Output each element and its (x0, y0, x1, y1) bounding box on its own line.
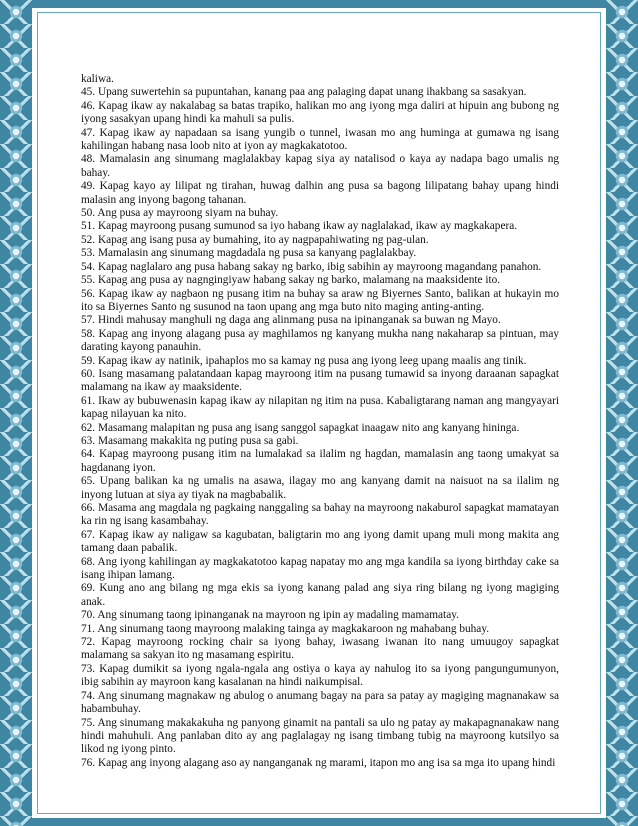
superstition-item-48: 48. Mamalasin ang sinumang maglalakbay kapag siya ay natalisod o kaya ay nadapa bago umalis ng bahay. (81, 153, 559, 179)
superstition-item-74: 74. Ang sinumang magnakaw ng abulog o anumang bagay na para sa patay ay magiging magnanakaw sa habambuhay. (81, 689, 559, 716)
superstition-item-60: 60. Isang masamang palatandaan kapag mayroong itim na pusang tumawid sa inyong daraanan sapagkat malamang na ikaw ay maaksidente. (81, 367, 559, 394)
superstition-item-47: 47. Kapag ikaw ay napadaan sa isang yungib o tunnel, iwasan mo ang huminga at gumawa ng isang kahilingan habang nasa loob nito at iyon ay magkakatotoo. (81, 126, 559, 153)
superstition-item-71: 71. Ang sinumang taong mayroong malaking tainga ay magkakaroon ng mahabang buhay. (81, 622, 490, 635)
superstition-item-50: 50. Ang pusa ay mayroong siyam na buhay. (81, 207, 279, 220)
superstition-item-55: 55. Kapag ang pusa ay nagngingiyaw habang sakay ng barko, malamang na maaksidente ito. (81, 274, 501, 287)
superstition-item-59: 59. Kapag ikaw ay natinik, ipahaplos mo sa kamay ng pusa ang iyong leeg upang maalis ang tinik. (81, 354, 527, 367)
superstition-item-70: 70. Ang sinumang taong ipinanganak na mayroon ng ipin ay madaling mamamatay. (81, 609, 459, 622)
superstition-item-46: 46. Kapag ikaw ay nakalabag sa batas trapiko, halikan mo ang iyong mga daliri at hipuin ang bubong ng iyong sasakyan upang hindi ka mahuli sa pulis. (81, 99, 559, 126)
superstition-item-75: 75. Ang sinumang makakakuha ng panyong ginamit na pantali sa ulo ng patay ay makapagnanakaw nang hindi mahuhuli. Ang panlaban dito ay ang paglalagay ng isang timbang tubig na mayroong kutsilyo sa likod ng iyong pinto. (81, 716, 559, 756)
superstition-item-68: 68. Ang iyong kahilingan ay magkakatotoo kapag napatay mo ang mga kandila sa iyong birthday cake sa isang ihipan lamang. (81, 555, 559, 582)
text-line-kaliwa: kaliwa. (81, 73, 114, 85)
superstition-item-67: 67. Kapag ikaw ay naligaw sa kagubatan, baligtarin mo ang iyong damit upang muli mong makita ang tamang daan pabalik. (81, 528, 559, 555)
superstition-item-63: 63. Masamang makakita ng puting pusa sa gabi. (81, 434, 299, 447)
superstition-item-56: 56. Kapag ikaw ay nagbaon ng pusang itim na buhay sa araw ng Biyernes Santo, balikan at hukayin mo ito sa Biyernes Santo ng susunod na taon upang ang mga buto nito maging anting-anting. (81, 287, 559, 313)
superstition-item-64: 64. Kapag mayroong pusang itim na lumalakad sa ilalim ng hagdan, mamalasin ang taong umakyat sa hagdanang iyon. (81, 448, 559, 474)
superstition-item-53: 53. Mamalasin ang sinumang magdadala ng pusa sa kanyang paglalakbay. (81, 247, 417, 260)
decorative-border-right (606, 0, 638, 826)
superstition-item-65: 65. Upang balikan ka ng umalis na asawa, ilagay mo ang kanyang damit na naisuot na sa ilalim ng inyong lutuan at siya ay tiyak na magbabalik. (81, 475, 559, 501)
decorative-border-left (0, 0, 32, 826)
superstition-item-72: 72. Kapag mayroong rocking chair sa iyong bahay, iwasang iwanan ito nang umuugoy sapagkat malamang sa sakyan ito ng masamang espiritu. (81, 636, 559, 662)
superstition-item-66: 66. Masama ang magdala ng pagkaing nanggaling sa bahay na mayroong nakaburol sapagkat mamatayan ka rin ng isang kasambahay. (81, 502, 559, 528)
superstition-item-51: 51. Kapag mayroong pusang sumunod sa iyo habang ikaw ay naglalakad, ikaw ay magkakapera. (81, 220, 518, 233)
document-body (81, 73, 559, 770)
decorative-border-top (32, 0, 606, 8)
decorative-border-bottom (32, 818, 606, 826)
superstition-item-49: 49. Kapag kayo ay lilipat ng tirahan, huwag dalhin ang pusa sa bagong lilipatang bahay upang hindi malasin ang inyong bagong tahanan. (81, 180, 559, 206)
superstition-item-69: 69. Kung ano ang bilang ng mga ekis sa iyong kanang palad ang siya ring bilang ng iyong magiging anak. (81, 582, 559, 608)
superstition-item-62: 62. Masamang malapitan ng pusa ang isang sanggol sapagkat inaagaw nito ang kanyang hininga. (81, 421, 520, 434)
superstition-item-76: 76. Kapag ang inyong alagang aso ay nanganganak ng marami, itapon mo ang isa sa mga ito upang hindi (81, 756, 556, 769)
superstition-item-58: 58. Kapag ang inyong alagang pusa ay maghilamos ng kanyang mukha nang nakaharap sa pintuan, may darating kayong panauhin. (81, 327, 559, 354)
superstition-item-73: 73. Kapag dumikit sa iyong ngala-ngala ang ostiya o kaya ay nahulog ito sa iyong pangungumunyon, ibig sabihin ay mayroon kang kasalanan na hindi naikumpisal. (81, 662, 559, 689)
superstition-item-45: 45. Upang suwertehin sa pupuntahan, kanang paa ang palaging dapat unang ihakbang sa sasakyan. (81, 86, 527, 99)
superstition-item-52: 52. Kapag ang isang pusa ay bumahing, ito ay nagpapahiwating ng pag-ulan. (81, 233, 429, 246)
superstition-item-54: 54. Kapag naglalaro ang pusa habang sakay ng barko, ibig sabihin ay mayroong magandang panahon. (81, 260, 542, 273)
superstition-item-57: 57. Hindi mahusay manghuli ng daga ang alinmang pusa na ipinanganak sa buwan ng Mayo. (81, 314, 501, 327)
superstition-item-61: 61. Ikaw ay bubuwenasin kapag ikaw ay nilapitan ng itim na pusa. Kabaligtarang naman ang mangyayari kapag nilayuan ka nito. (81, 394, 559, 421)
